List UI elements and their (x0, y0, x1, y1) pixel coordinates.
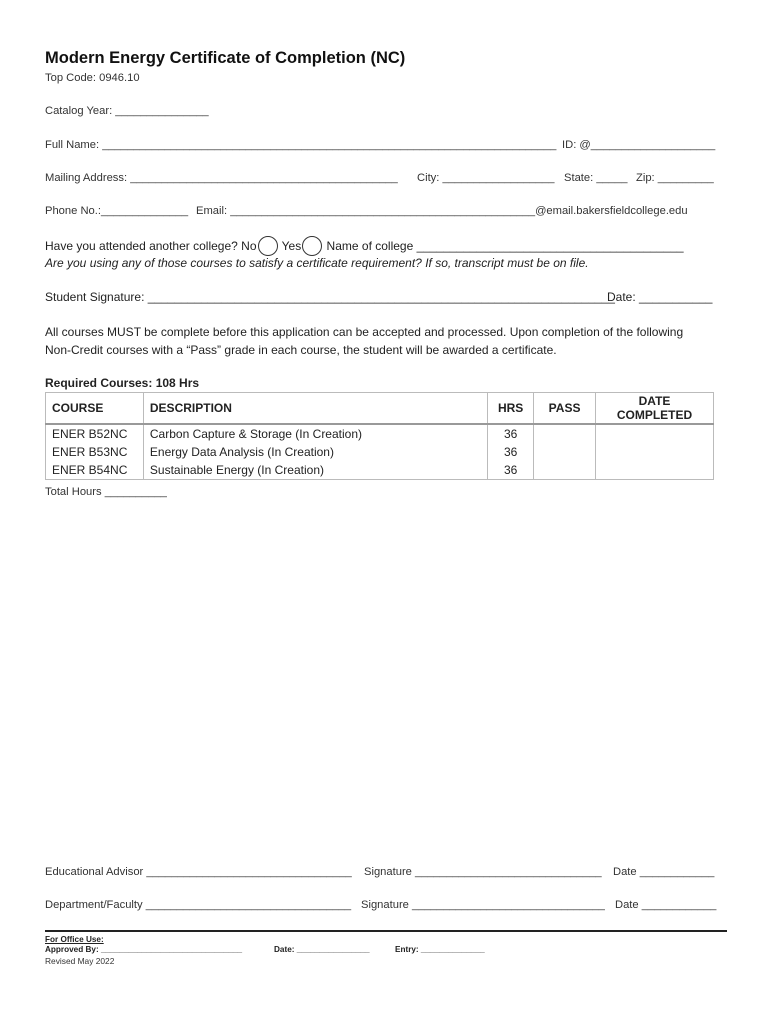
required-courses-heading: Required Courses: 108 Hrs (45, 376, 200, 390)
top-code: Top Code: 0946.10 (45, 72, 140, 84)
email-field[interactable]: Email: _________________________________________________@email.bakersfieldcollege.edu (196, 205, 688, 217)
catalog-year-field[interactable]: Catalog Year: _______________ (45, 105, 209, 117)
header-date-completed: DATE COMPLETED (596, 393, 714, 425)
completion-paragraph-line-1: All courses MUST be complete before this application can be accepted and processed. Upon completion of the following (45, 325, 684, 339)
pass-cell[interactable] (534, 424, 596, 443)
zip-field[interactable]: Zip: _________ (636, 172, 714, 184)
attended-college-row (45, 236, 684, 256)
attended-question: Have you attended another college? (45, 239, 238, 253)
office-use-divider (45, 930, 727, 932)
table-row (46, 443, 714, 461)
no-label: No (241, 239, 257, 253)
approved-date-field[interactable]: Date: ________________ (274, 945, 370, 954)
total-hours-field[interactable]: Total Hours __________ (45, 486, 167, 498)
office-use-heading: For Office Use: (45, 935, 104, 944)
entry-field[interactable]: Entry: ______________ (395, 945, 485, 954)
yes-radio[interactable] (302, 236, 322, 256)
header-pass: PASS (534, 393, 596, 425)
phone-field[interactable]: Phone No.:______________ (45, 205, 189, 217)
course-hrs: 36 (488, 461, 534, 480)
course-hrs: 36 (488, 443, 534, 461)
date-completed-cell[interactable] (596, 443, 714, 461)
city-field[interactable]: City: __________________ (417, 172, 555, 184)
header-description: DESCRIPTION (143, 393, 487, 425)
mailing-address-field[interactable]: Mailing Address: ___________________________________________ (45, 172, 398, 184)
no-radio[interactable] (258, 236, 278, 256)
advisor-date-field[interactable]: Date ____________ (613, 866, 715, 878)
student-signature-field[interactable]: Student Signature: ______________________________________________________________________ (45, 290, 615, 304)
table-header-row (46, 393, 714, 425)
course-code: ENER B53NC (46, 443, 144, 461)
transcript-note: Are you using any of those courses to satisfy a certificate requirement? If so, transcript must be on file. (45, 256, 589, 270)
course-hrs: 36 (488, 424, 534, 443)
course-description: Carbon Capture & Storage (In Creation) (143, 424, 487, 443)
department-date-field[interactable]: Date ____________ (615, 899, 717, 911)
course-description: Sustainable Energy (In Creation) (143, 461, 487, 480)
pass-cell[interactable] (534, 443, 596, 461)
completion-paragraph-line-2: Non-Credit courses with a “Pass” grade in each course, the student will be awarded a certificate. (45, 343, 557, 357)
date-completed-cell[interactable] (596, 424, 714, 443)
header-course: COURSE (46, 393, 144, 425)
date-completed-cell[interactable] (596, 461, 714, 480)
table-row (46, 424, 714, 443)
state-field[interactable]: State: _____ (564, 172, 628, 184)
name-of-college-field[interactable]: Name of college ________________________________________ (326, 239, 684, 253)
courses-table (45, 392, 714, 480)
course-code: ENER B54NC (46, 461, 144, 480)
course-code: ENER B52NC (46, 424, 144, 443)
table-row (46, 461, 714, 480)
department-field[interactable]: Department/Faculty _________________________________ (45, 899, 352, 911)
advisor-field[interactable]: Educational Advisor _________________________________ (45, 866, 352, 878)
course-description: Energy Data Analysis (In Creation) (143, 443, 487, 461)
advisor-signature-field[interactable]: Signature ______________________________ (364, 866, 602, 878)
id-field[interactable]: ID: @____________________ (562, 139, 716, 151)
document-title: Modern Energy Certificate of Completion (NC) (45, 49, 406, 67)
pass-cell[interactable] (534, 461, 596, 480)
student-date-field[interactable]: Date: ___________ (607, 290, 713, 304)
full-name-field[interactable]: Full Name: _________________________________________________________________________ (45, 139, 557, 151)
department-signature-field[interactable]: Signature _______________________________ (361, 899, 605, 911)
revised-date: Revised May 2022 (45, 956, 115, 966)
approved-by-field[interactable]: Approved By: _______________________________ (45, 945, 243, 954)
header-hrs: HRS (488, 393, 534, 425)
yes-label: Yes (281, 239, 302, 253)
